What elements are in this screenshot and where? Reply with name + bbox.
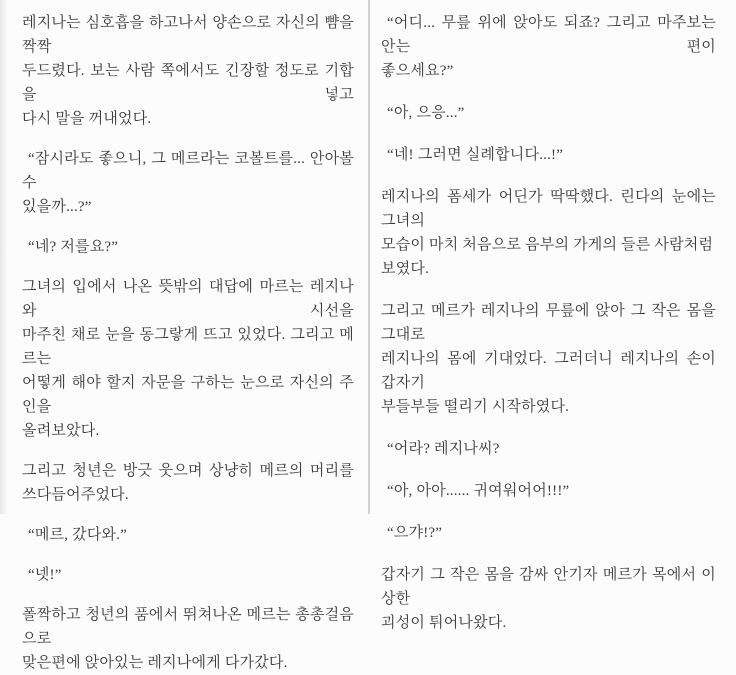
text-line: “잠시라도 좋으니, 그 메르라는 코볼트를... 안아볼 수 (22, 151, 354, 191)
text-line: 두드렸다. 보는 사람 쪽에서도 긴장할 정도로 기합을 넣고 (22, 63, 354, 103)
paragraph-narrative (381, 563, 716, 635)
text-line: 그녀의 입에서 나온 뜻밖의 대답에 마르는 레지나와 시선을 (22, 279, 354, 319)
text-line: “네! 그러면 실례합니다...!” (387, 147, 564, 163)
text-line: 레지나의 몸에 기대었다. 그러더니 레지나의 손이 갑자기 (381, 351, 716, 391)
text-line: “넷!” (28, 567, 62, 583)
text-line: 쓰다듬어주었다. (22, 487, 129, 503)
paragraph-narrative (22, 275, 354, 443)
paragraph-narrative (381, 299, 716, 419)
text-line: 모습이 마치 처음으로 음부의 가게의 들른 사람처럼 보였다. (381, 237, 714, 277)
paragraph-dialogue (22, 563, 354, 587)
text-line: 마주친 채로 눈을 동그랗게 뜨고 있었다. 그리고 메르는 (22, 327, 354, 367)
paragraph-dialogue (22, 147, 354, 219)
text-line: “네? 저를요?” (28, 239, 119, 255)
text-line: 폴짝하고 청년의 품에서 뛰쳐나온 메르는 총총걸음으로 (22, 607, 354, 647)
paragraph-dialogue (22, 235, 354, 259)
text-line: 맞은편에 앉아있는 레지나에게 다가갔다. (22, 655, 288, 671)
text-line: 있을까...?” (22, 199, 92, 215)
text-line: 괴성이 튀어나왔다. (381, 615, 507, 631)
text-line: “으갸!?” (387, 525, 443, 541)
paragraph-dialogue (381, 101, 716, 125)
text-line: 레지나는 심호흡을 하고나서 양손으로 자신의 뺨을 짝짝 (22, 15, 354, 55)
text-line: 레지나의 폼세가 어딘가 딱딱했다. 린다의 눈에는 그녀의 (381, 189, 716, 229)
paragraph-dialogue (381, 479, 716, 503)
paragraph-dialogue (22, 523, 354, 547)
paragraph-narrative (22, 603, 354, 675)
text-line: “아, 으응...” (387, 105, 465, 121)
paragraph-narrative (22, 11, 354, 131)
text-line: 다시 말을 꺼내었다. (22, 111, 152, 127)
text-line: “아, 아아...... 귀여워어어!!!” (387, 483, 570, 499)
text-line: 부들부들 떨리기 시작하였다. (381, 399, 570, 415)
paragraph-dialogue (381, 143, 716, 167)
paragraph-narrative (381, 185, 716, 281)
text-line: “어디... 무릎 위에 앉아도 되죠? 그리고 마주보는 안는 편이 (381, 15, 716, 55)
paragraph-dialogue (381, 437, 716, 461)
text-line: 그리고 메르가 레지나의 무릎에 앉아 그 작은 몸을 그대로 (381, 303, 716, 343)
text-line: 어떻게 해야 할지 자문을 구하는 눈으로 자신의 주인을 (22, 375, 354, 415)
text-line: “어라? 레지나씨? (387, 441, 500, 457)
paragraph-narrative (22, 459, 354, 507)
right-page-column (370, 0, 736, 631)
left-page-column (0, 0, 368, 671)
text-line: 갑자기 그 작은 몸을 감싸 안기자 메르가 목에서 이상한 (381, 567, 716, 607)
text-line: 좋으세요?” (381, 63, 454, 79)
text-line: 올려보았다. (22, 423, 100, 439)
paragraph-dialogue (381, 11, 716, 83)
text-line: “메르, 갔다와.” (28, 527, 128, 543)
text-line: 그리고 청년은 방긋 웃으며 상냥히 메르의 머리를 (22, 463, 354, 479)
paragraph-dialogue (381, 521, 716, 545)
